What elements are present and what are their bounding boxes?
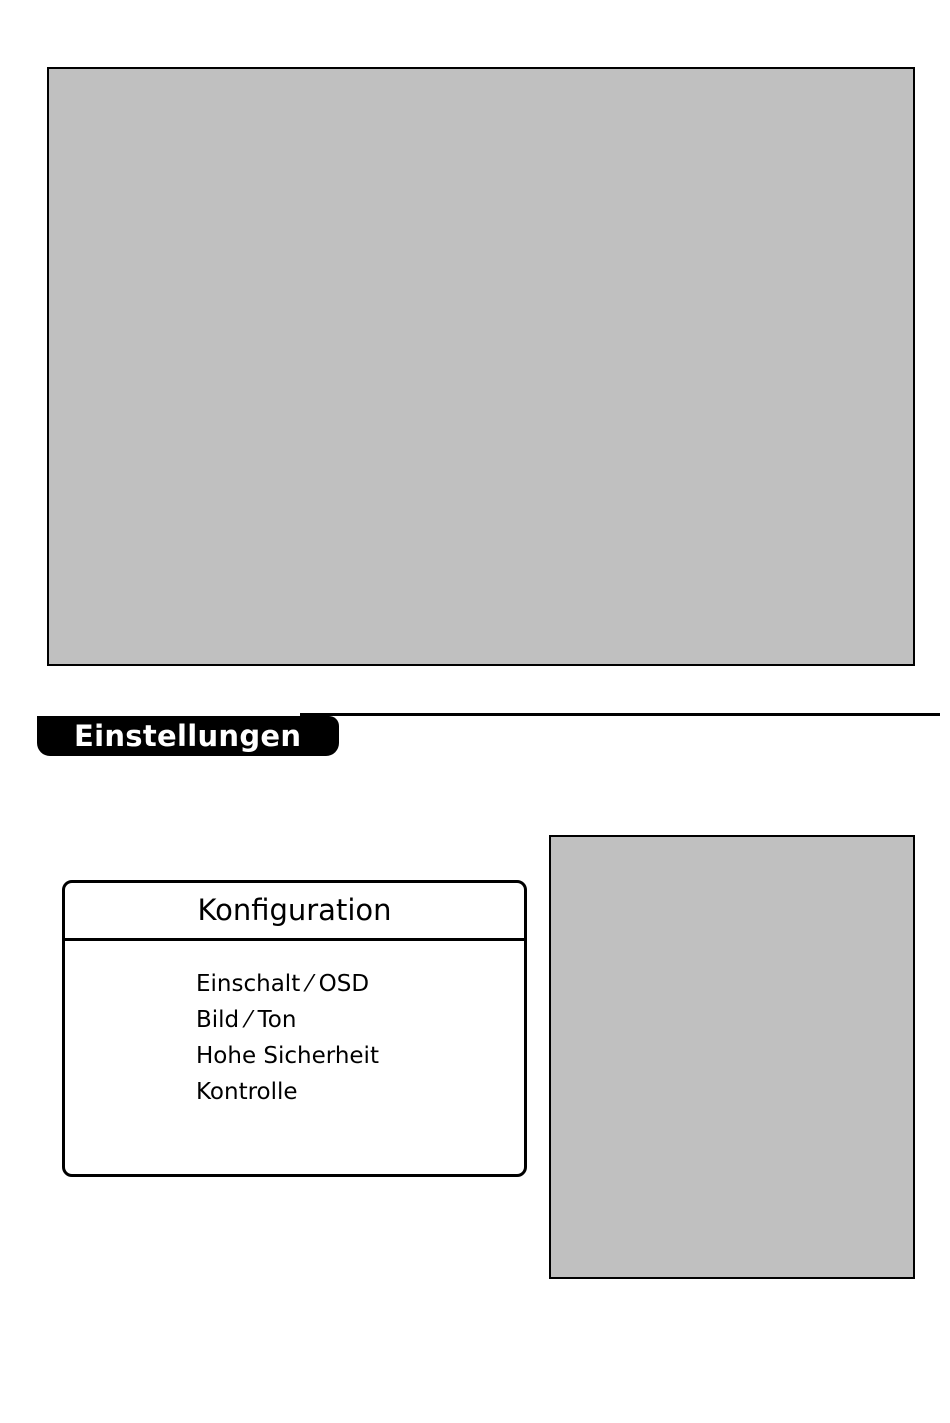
- screen-image-placeholder: [47, 67, 915, 666]
- menu-item-hohe-sicherheit[interactable]: Hohe Sicherheit: [196, 1043, 379, 1069]
- menu-item-einschalt-osd[interactable]: Einschalt ⁄ OSD: [196, 971, 370, 997]
- remote-image-placeholder: [549, 835, 915, 1279]
- menu-list: [196, 966, 379, 1110]
- section-divider: [300, 713, 940, 716]
- menu-item-kontrolle[interactable]: Kontrolle: [196, 1079, 298, 1105]
- section-header: [37, 716, 339, 756]
- section-title: Einstellungen: [74, 719, 302, 753]
- menu-title: Konfiguration: [65, 883, 524, 941]
- menu-item-bild-ton[interactable]: Bild ⁄ Ton: [196, 1007, 297, 1033]
- osd-menu: [62, 880, 527, 1177]
